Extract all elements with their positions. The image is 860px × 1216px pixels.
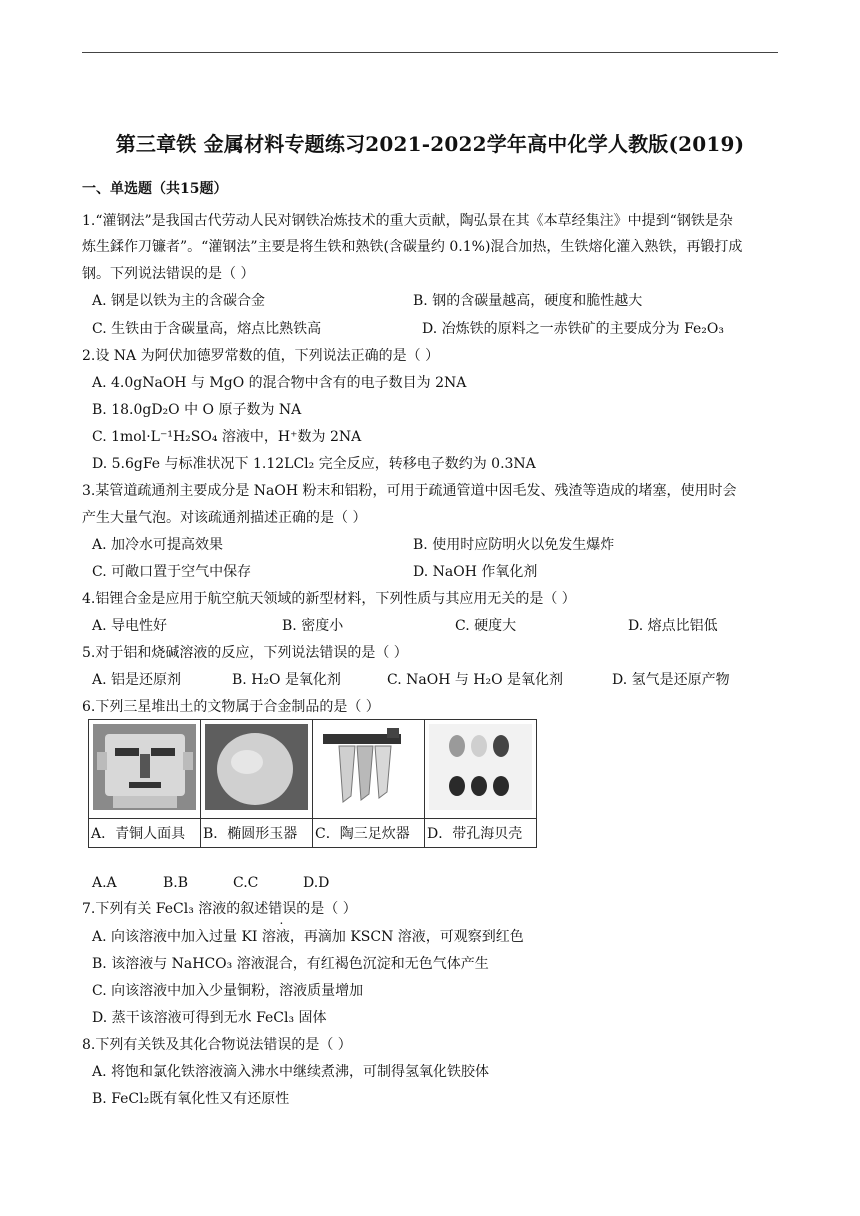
q8-option-b: B. FeCl₂既有氧化性又有还原性 xyxy=(92,1091,290,1107)
q8-stem: 8.下列有关铁及其化合物说法错误的是（ ） xyxy=(82,1037,352,1053)
q3-option-a: A. 加冷水可提高效果 xyxy=(92,537,224,553)
q4-option-d: D. 熔点比铝低 xyxy=(628,618,718,634)
q3-stem-line2: 产生大量气泡。对该疏通剂描述正确的是（ ） xyxy=(82,510,367,526)
q6-stem: 6.下列三星堆出土的文物属于合金制品的是（ ） xyxy=(82,699,380,715)
artifact-image-table xyxy=(88,719,537,848)
q2-stem: 2.设 NA 为阿伏加德罗常数的值，下列说法正确的是（ ） xyxy=(82,348,440,364)
q2-option-a: A. 4.0gNaOH 与 MgO 的混合物中含有的电子数目为 2NA xyxy=(92,375,467,391)
q8-option-a: A. 将饱和氯化铁溶液滴入沸水中继续煮沸，可制得氢氧化铁胶体 xyxy=(92,1064,490,1080)
q7-option-b: B. 该溶液与 NaHCO₃ 溶液混合，有红褐色沉淀和无色气体产生 xyxy=(92,956,489,972)
q5-option-d: D. 氢气是还原产物 xyxy=(612,672,730,688)
q2-option-b: B. 18.0gD₂O 中 O 原子数为 NA xyxy=(92,402,302,418)
q3-option-b: B. 使用时应防明火以免发生爆炸 xyxy=(413,537,615,553)
q5-stem: 5.对于铝和烧碱溶液的反应，下列说法错误的是（ ） xyxy=(82,645,408,661)
q1-option-b: B. 钢的含碳量越高，硬度和脆性越大 xyxy=(413,293,643,309)
q7-stem-emphasis: 错误 xyxy=(268,901,297,917)
q6-option-d: D.D xyxy=(303,875,330,891)
caption-d: D．带孔海贝壳 xyxy=(425,819,537,848)
q7-stem xyxy=(82,900,357,918)
q7-stem-post: 的是（ ） xyxy=(296,901,357,917)
bronze-mask-image xyxy=(93,724,196,810)
q3-option-c: C. 可敞口置于空气中保存 xyxy=(92,564,252,580)
q2-option-d: D. 5.6gFe 与标准状况下 1.12LCl₂ 完全反应，转移电子数约为 0.3NA xyxy=(92,456,536,472)
caption-c: C．陶三足炊器 xyxy=(313,819,425,848)
q3-stem-line1: 3.某管道疏通剂主要成分是 NaOH 粉末和铝粉，可用于疏通管道中因毛发、残渣等造成的堵塞，使用时会 xyxy=(82,483,737,499)
image-cell-d xyxy=(425,720,537,819)
q1-stem-line2: 炼生鍒作刀镰者”。“灌钢法”主要是将生铁和熟铁(含碳量约 0.1%)混合加热，生铁熔化灌入熟铁，再锻打成 xyxy=(82,239,743,255)
q1-option-c: C. 生铁由于含碳量高，熔点比熟铁高 xyxy=(92,321,322,337)
q5-option-a: A. 铝是还原剂 xyxy=(92,672,182,688)
q4-option-c: C. 硬度大 xyxy=(455,618,517,634)
q6-option-c: C.C xyxy=(233,875,259,891)
q7-option-c: C. 向该溶液中加入少量铜粉，溶液质量增加 xyxy=(92,983,364,999)
q1-option-d: D. 冶炼铁的原料之一赤铁矿的主要成分为 Fe₂O₃ xyxy=(422,321,725,337)
q7-option-a: A. 向该溶液中加入过量 KI 溶液，再滴加 KSCN 溶液，可观察到红色 xyxy=(92,929,524,945)
q1-option-a: A. 钢是以铁为主的含碳合金 xyxy=(92,293,266,309)
q1-stem-line1: 1.“灌钢法”是我国古代劳动人民对钢铁冶炼技术的重大贡献，陶弘景在其《本草经集注》中提到“钢铁是杂 xyxy=(82,213,733,229)
q6-option-a: A.A xyxy=(92,875,117,891)
jade-disc-image xyxy=(205,724,308,810)
caption-b: B．椭圆形玉器 xyxy=(201,819,313,848)
q4-option-b: B. 密度小 xyxy=(282,618,344,634)
section-heading: 一、单选题（共15题） xyxy=(82,181,228,197)
page-title: 第三章铁 金属材料专题练习2021-2022学年高中化学人教版(2019) xyxy=(115,132,745,156)
q3-option-d: D. NaOH 作氧化剂 xyxy=(413,564,538,580)
q1-stem-line3: 钢。下列说法错误的是（ ） xyxy=(82,266,255,282)
pottery-tripod-image xyxy=(317,724,420,810)
q4-stem: 4.铝锂合金是应用于航空航天领域的新型材料，下列性质与其应用无关的是（ ） xyxy=(82,591,576,607)
image-cell-b xyxy=(201,720,313,819)
q5-option-c: C. NaOH 与 H₂O 是氧化剂 xyxy=(387,672,564,688)
q7-option-d: D. 蒸干该溶液可得到无水 FeCl₃ 固体 xyxy=(92,1010,327,1026)
image-cell-a xyxy=(89,720,201,819)
q4-option-a: A. 导电性好 xyxy=(92,618,168,634)
header-rule xyxy=(82,52,778,53)
image-cell-c xyxy=(313,720,425,819)
q7-stem-pre: 7.下列有关 FeCl₃ 溶液的叙述 xyxy=(82,901,269,917)
q6-option-b: B.B xyxy=(163,875,189,891)
shells-image xyxy=(429,724,532,810)
q2-option-c: C. 1mol·L⁻¹H₂SO₄ 溶液中，H⁺数为 2NA xyxy=(92,429,362,445)
q5-option-b: B. H₂O 是氧化剂 xyxy=(232,672,341,688)
caption-a: A．青铜人面具 xyxy=(89,819,201,848)
